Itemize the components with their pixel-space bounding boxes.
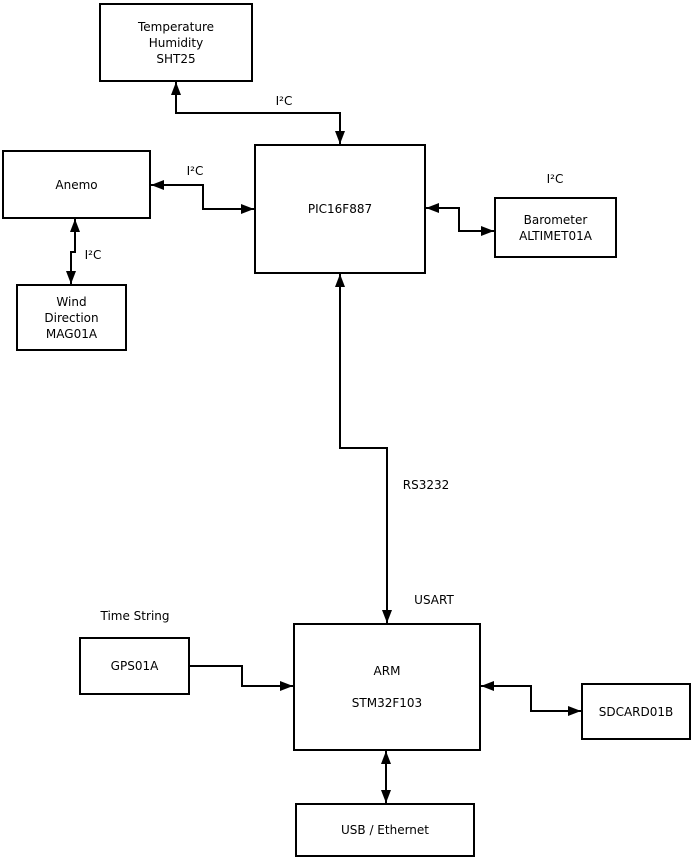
box-label: Temperature [137,19,214,34]
edge-arm-sdcard-line [481,686,581,711]
box-label: ALTIMET01A [519,228,592,243]
box-wind-direction-mag01a [16,284,127,351]
box-label: Direction [44,310,99,325]
edge-label-i2c-barometer: I²C [546,172,564,186]
box-usb-ethernet [295,803,475,857]
box-label: GPS01A [110,659,159,673]
edge-label-usart: USART [414,593,454,607]
edge-label-i2c-sht25: I²C [275,94,293,108]
box-barometer-altimet01a [494,197,617,258]
edge-label-i2c-wind: I²C [84,248,102,262]
box-gps01a [79,637,190,695]
box-label: USB / Ethernet [341,823,429,837]
box-label: Barometer [523,212,588,227]
box-pic16f887 [254,144,426,274]
box-temperature-humidity-sht25 [99,3,253,82]
box-label: SDCARD01B [598,704,674,719]
box-label: SHT25 [156,51,196,66]
box-label: STM32F103 [351,696,423,710]
edge-sht25-pic-line [176,82,340,144]
box-label: Anemo [55,177,98,192]
box-arm-stm32f103 [293,623,481,751]
edge-label-i2c-anemo: I²C [186,164,204,178]
box-sdcard01b [581,683,691,740]
box-label: Humidity [148,35,204,50]
edge-label-time-string: Time String [100,609,170,623]
box-label: MAG01A [45,326,98,341]
box-label: ARM [373,664,401,678]
edge-gps-arm-line [190,666,293,686]
edge-anemo-pic-line [151,185,254,209]
edge-pic-arm-line [340,274,387,623]
box-label: Wind [56,294,87,309]
edge-label-rs3232: RS3232 [402,478,450,492]
edge-anemo-wind-line [71,219,75,284]
box-label: PIC16F887 [307,202,373,216]
box-anemo [2,150,151,219]
edge-pic-barometer-line [426,208,494,231]
